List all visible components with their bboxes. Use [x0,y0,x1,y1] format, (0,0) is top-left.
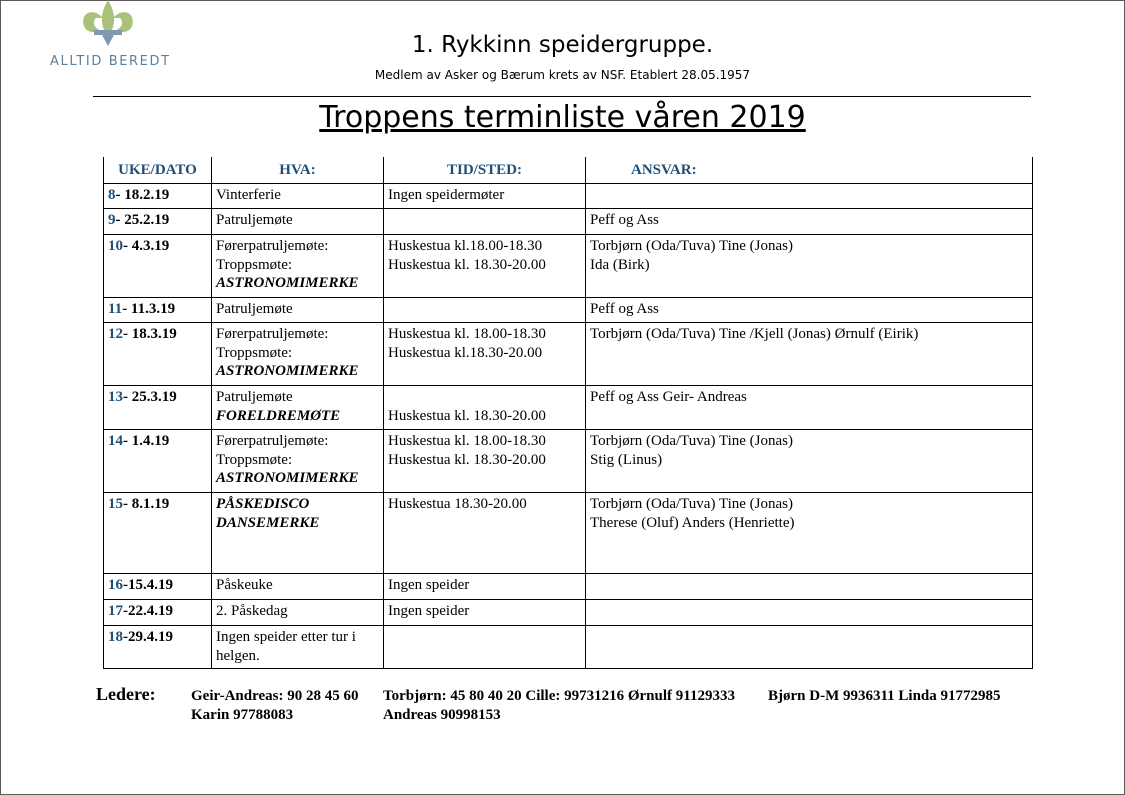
time-place-text: Ingen speidermøter [388,187,505,203]
week-number: 14 [108,433,123,449]
responsible-text: Peff og Ass [590,301,659,317]
time-place-cell [384,323,586,386]
leader-contact: Bjørn D-M 9936311 Linda 91772985 [768,688,1001,704]
date-text: -29.4.19 [123,629,173,645]
time-place-cell [384,184,586,209]
badge-name: ASTRONOMIMERKE [216,470,359,486]
table-row [104,430,1033,493]
responsible-cell [586,600,1033,626]
responsible-text: Stig (Linus) [590,451,663,468]
week-number: 16 [108,577,123,593]
date-text: - 18.2.19 [115,187,170,203]
responsible-text: Therese (Oluf) Anders (Henriette) [590,514,795,531]
table-row [104,323,1033,386]
time-place-cell [384,574,586,600]
week-date-cell [104,493,212,574]
time-place-cell [384,626,586,669]
week-date-cell [104,235,212,298]
week-date-cell [104,386,212,430]
table-row [104,209,1033,235]
date-text: - 18.3.19 [123,326,177,342]
table-header-row [104,157,1033,184]
date-text: -22.4.19 [123,603,173,619]
time-place-cell [384,209,586,235]
responsible-text: Torbjørn (Oda/Tuva) Tine /Kjell (Jonas) Ørnulf (Eirik) [590,326,919,342]
responsible-text: Torbjørn (Oda/Tuva) Tine (Jonas) [590,238,793,254]
leader-contact: Geir-Andreas: 90 28 45 60 [191,688,359,704]
what-text: Ingen speider etter tur i [216,629,356,645]
what-text: Troppsmøte: [216,451,293,468]
what-cell [212,574,384,600]
time-place-cell [384,386,586,430]
time-place-text: Huskestua kl. 18.30-20.00 [388,451,546,468]
week-date-cell [104,430,212,493]
what-cell [212,184,384,209]
what-text: Vinterferie [216,187,281,203]
what-text: Førerpatruljemøte: [216,433,329,449]
responsible-cell [586,493,1033,574]
column-header-time-place: TID/STED: [384,157,586,184]
what-text: helgen. [216,647,260,664]
responsible-cell [586,323,1033,386]
week-date-cell [104,323,212,386]
week-date-cell [104,209,212,235]
leaders-label: Ledere: [96,684,156,704]
responsible-text: Ida (Birk) [590,256,650,273]
what-text: Patruljemøte [216,212,293,228]
week-number: 15 [108,496,123,512]
time-place-cell [384,493,586,574]
responsible-cell [586,430,1033,493]
time-place-cell [384,600,586,626]
responsible-cell [586,209,1033,235]
week-number: 8 [108,187,116,203]
table-row [104,493,1033,574]
event-name: FORELDREMØTE [216,407,341,424]
time-place-text: Huskestua kl. 18.30-20.00 [388,407,546,424]
time-place-text: Huskestua kl. 18.00-18.30 [388,433,546,449]
table-row [104,574,1033,600]
column-header-responsible: ANSVAR: [586,157,1033,184]
what-cell [212,430,384,493]
date-text: - 4.3.19 [123,238,170,254]
responsible-cell [586,235,1033,298]
table-row [104,386,1033,430]
week-number: 17 [108,603,123,619]
responsible-cell [586,298,1033,323]
column-header-week: UKE/DATO [104,157,212,184]
what-cell [212,600,384,626]
time-place-text: Huskestua kl. 18.00-18.30 [388,326,546,342]
table-row [104,600,1033,626]
what-text: Troppsmøte: [216,344,293,361]
time-place-cell [384,430,586,493]
page-title: Troppens terminliste våren 2019 [319,100,806,135]
responsible-text: Torbjørn (Oda/Tuva) Tine (Jonas) [590,496,793,512]
table-row [104,235,1033,298]
what-cell [212,298,384,323]
week-date-cell [104,626,212,669]
responsible-cell [586,184,1033,209]
time-place-text: Ingen speider [388,577,470,593]
week-date-cell [104,184,212,209]
what-cell [212,626,384,669]
week-number: 10 [108,238,123,254]
what-text: 2. Påskedag [216,603,288,619]
badge-name: ASTRONOMIMERKE [216,363,359,379]
week-number: 12 [108,326,123,342]
organization-name: 1. Rykkinn speidergruppe. [411,32,714,58]
date-text: - 11.3.19 [122,301,176,317]
schedule-table [103,157,1033,669]
what-text: Patruljemøte [216,301,293,317]
week-number: 13 [108,389,123,405]
leader-contact: Torbjørn: 45 80 40 20 Cille: 99731216 Ørnulf 91129333 [383,688,735,704]
responsible-text: Peff og Ass [590,212,659,228]
what-cell [212,235,384,298]
what-text: Troppsmøte: [216,256,293,273]
week-number: 9 [108,212,116,228]
organization-subtitle: Medlem av Asker og Bærum krets av NSF. Etablert 28.05.1957 [374,68,751,82]
table-row [104,626,1033,669]
responsible-cell [586,386,1033,430]
leader-contact: Andreas 90998153 [383,707,501,723]
date-text: - 25.2.19 [115,212,170,228]
week-date-cell [104,574,212,600]
responsible-cell [586,574,1033,600]
week-date-cell [104,298,212,323]
date-text: - 1.4.19 [123,433,170,449]
what-text: Førerpatruljemøte: [216,238,329,254]
table-row [104,298,1033,323]
what-cell [212,386,384,430]
what-cell [212,493,384,574]
what-cell [212,323,384,386]
table-row [104,184,1033,209]
date-text: - 25.3.19 [123,389,177,405]
date-text: -15.4.19 [123,577,173,593]
badge-name: DANSEMERKE [216,514,320,531]
time-place-text: Ingen speider [388,603,470,619]
column-header-what: HVA: [212,157,384,184]
responsible-cell [586,626,1033,669]
week-number: 11 [108,301,123,317]
leader-contact: Karin 97788083 [191,707,294,723]
date-text: - 8.1.19 [123,496,170,512]
event-name: PÅSKEDISCO [216,496,310,512]
week-number: 18 [108,629,123,645]
what-text: Førerpatruljemøte: [216,326,329,342]
week-date-cell [104,600,212,626]
time-place-text: Huskestua kl.18.30-20.00 [388,344,543,361]
what-text: Patruljemøte [216,389,293,405]
what-cell [212,209,384,235]
time-place-text: Huskestua kl.18.00-18.30 [388,238,543,254]
time-place-text: Huskestua 18.30-20.00 [388,496,527,512]
time-place-text: Huskestua kl. 18.30-20.00 [388,256,546,273]
logo-motto: ALLTID BEREDT [50,54,171,69]
responsible-text: Torbjørn (Oda/Tuva) Tine (Jonas) [590,433,793,449]
time-place-text [388,388,581,407]
what-text: Påskeuke [216,577,273,593]
responsible-text: Peff og Ass Geir- Andreas [590,389,747,405]
time-place-cell [384,298,586,323]
header-divider [93,96,1031,97]
badge-name: ASTRONOMIMERKE [216,275,359,291]
time-place-cell [384,235,586,298]
